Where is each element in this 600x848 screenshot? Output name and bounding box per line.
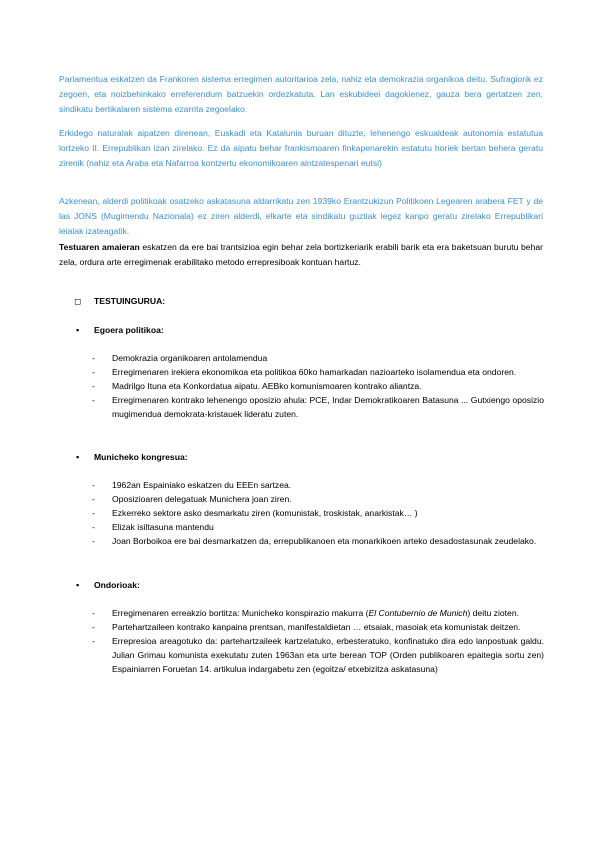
paragraph-parliament: Parlamentua eskatzen da Frankoren sistema erregimen autoritarioa zela, nahiz eta demokrazia organikoa deitu. Sufragiorik ez zegoen, eta noizbehinkako erreferendum batzuekin ordezkatuta. Lan eskubideei dagokienez, gauza bera gertatzen zen, sindikatu bertikalaren sistema ezarrita zegoelako. — [59, 74, 543, 114]
list-item-text: Erregimenaren irekiera ekonomikoa eta politikoa 60ko hamarkadan nazioarteko isolamendua eta ondoren. — [112, 367, 517, 377]
list-munich — [92, 478, 544, 548]
dash-marker: - — [92, 480, 95, 490]
list-item — [92, 351, 544, 365]
list-item-text: Demokrazia organikoaren antolamendua — [112, 353, 268, 363]
list-item-text: Joan Borboikoa ere bai desmarkatzen da, errepublikanoen eta monarkikoen arteko desadostasunak zeudelako. — [112, 536, 537, 546]
list-item-text: Errepresioa areagotuko da: partehartzaileek kartzelatuko, erbesteratuko, konfinatuko dira edo lanpostuak galdu. Julian Grimau komunista exekutatu zuten 1963an eta urte berean TOP (Orden publikoaren epaitegia sortu zen) Espainiarren Foruetan 14. artikulua indargabetu zen (egoitza/ etxebizitza askatasuna) — [112, 636, 544, 674]
list-item — [92, 520, 544, 534]
list-item — [92, 393, 544, 421]
paragraph-natural-communities: Erkidego naturalak aipatzen direnean, Euskadi eta Katalunia buruan dituzte, lehenengo eskualdeak autonomia estatutua lortzeko II. Errepublikan izan zirelako. Ez da aipatu behar frankismoaren finkapenarekin estatutu horiek bertan behera geratu zirenik (nahiz eta Araba eta Nafarroa kontzertu ekonomikoaren aintzatespenari eutsi) — [59, 128, 543, 168]
list-item-text: Erregimenaren kontrako lehenengo oposizio ahula: PCE, Indar Demokratikoaren Batasuna ... Gutxiengo oposizio mugimendua demokrata-kristauek lideratu zuten. — [112, 395, 544, 419]
list-item-italic: El Contubernio de Munich — [368, 608, 468, 618]
dash-marker: - — [92, 508, 95, 518]
list-item — [92, 634, 544, 676]
dash-marker: - — [92, 367, 95, 377]
subsection-title-political: Egoera politikoa: — [94, 325, 164, 335]
subsection-bullet-icon: ▪ — [76, 580, 80, 590]
list-item — [92, 506, 544, 520]
dash-marker: - — [92, 381, 95, 391]
dash-marker: - — [92, 395, 95, 405]
list-item — [92, 492, 544, 506]
dash-marker: - — [92, 522, 95, 532]
dash-marker: - — [92, 636, 95, 646]
list-item-text: 1962an Espainiako eskatzen du EEEn sartzea. — [112, 480, 292, 490]
list-consequences — [92, 606, 544, 676]
subsection-title-consequences: Ondorioak: — [94, 580, 140, 590]
dash-marker: - — [92, 353, 95, 363]
subsection-title-munich: Municheko kongresua: — [94, 452, 188, 462]
dash-marker: - — [92, 608, 95, 618]
list-item-text: Madrilgo Ituna eta Konkordatua aipatu. AEBko komunismoaren kontrako aliantza. — [112, 381, 422, 391]
paragraph-text-end — [59, 240, 543, 270]
text-end-bold: Testuaren amaieran — [59, 242, 140, 252]
list-item — [92, 534, 544, 548]
list-item-text: Oposizioaren delegatuak Munichera joan ziren. — [112, 494, 292, 504]
subsection-bullet-icon: ▪ — [76, 325, 80, 335]
text-end-rest: eskatzen da ere bai trantsizioa egin behar zela bortizkeriarik erabili barik eta era baketsuan burutu behar zela, ordura arte erregimenak erabilitako metodo errepresiboak kontuan hartuz. — [59, 242, 544, 267]
list-item-text: Erregimenaren erreakzio bortitza: Municheko konspirazio makurra ( — [112, 608, 369, 618]
subsection-bullet-icon: ▪ — [76, 452, 80, 462]
section-bullet-icon: ◻ — [74, 296, 82, 306]
dash-marker: - — [92, 536, 95, 546]
list-political — [92, 351, 544, 421]
paragraph-political-parties: Azkenean, alderdi politikoak osatzeko askatasuna aldarrikatu zen 1939ko Erantzukizun Politikoen Legearen arabera FET y de las JONS (Mugimendu Nazionala) ez ziren alderdi, elkarte eta sindikatu guztiak legez kanpo geratu zirelako Errepublikari leialak izateagatik. — [59, 196, 543, 236]
dash-marker: - — [92, 622, 95, 632]
list-item-text: ) deitu zioten. — [467, 608, 519, 618]
list-item — [92, 379, 544, 393]
list-item-text: Partehartzaileen kontrako kanpaina prentsan, manifestaldietan … etsaiak, masoiak eta komunistak deitzen. — [112, 622, 521, 632]
section-title: TESTUINGURUA: — [94, 296, 166, 306]
dash-marker: - — [92, 494, 95, 504]
list-item — [92, 620, 544, 634]
list-item — [92, 478, 544, 492]
list-item-text: Ezkerreko sektore asko desmarkatu ziren (komunistak, troskistak, anarkistak… ) — [112, 508, 418, 518]
list-item-text: Elizak isiltasuna mantendu — [112, 522, 214, 532]
list-item — [92, 365, 544, 379]
list-item — [92, 606, 544, 620]
